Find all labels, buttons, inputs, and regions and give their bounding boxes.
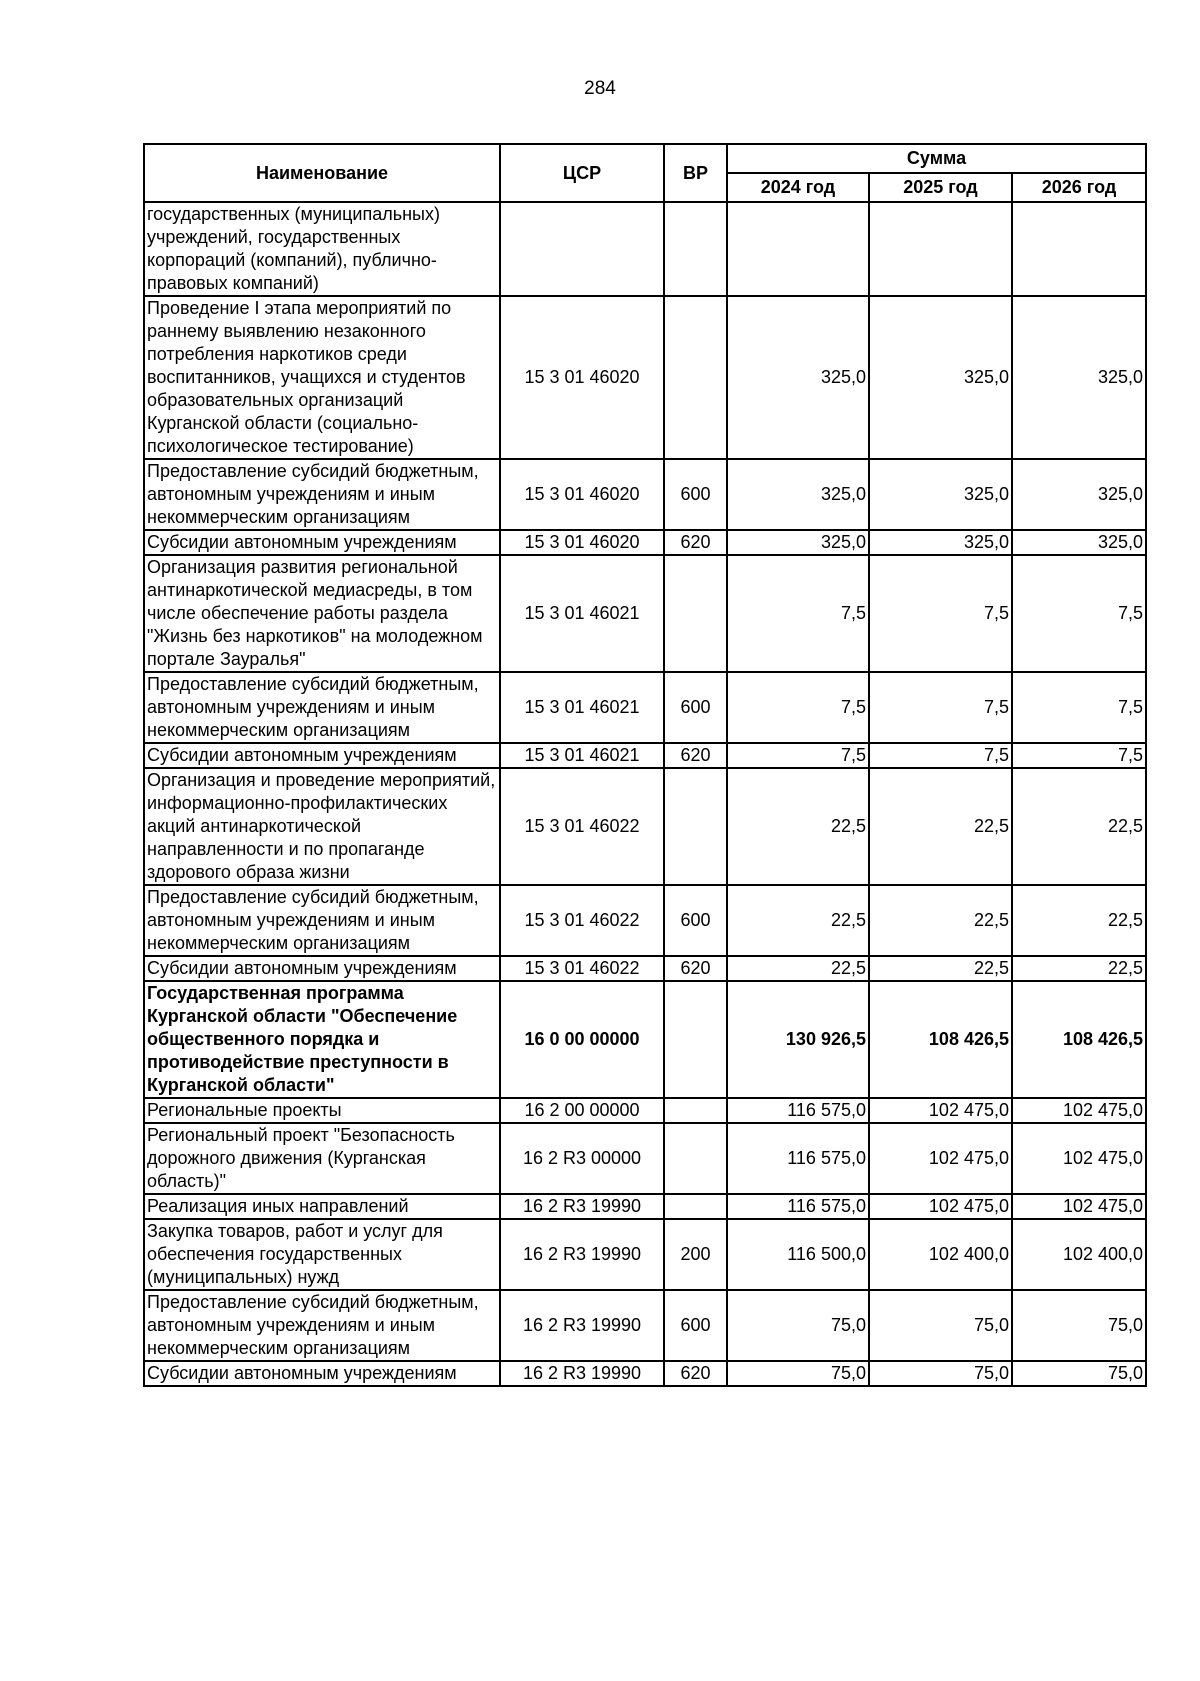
row-csr: 15 3 01 46022 — [500, 956, 664, 981]
table-row — [144, 1123, 1146, 1194]
row-name: Закупка товаров, работ и услуг для обеспечения государственных (муниципальных) нужд — [144, 1219, 500, 1290]
row-amount-2025: 102 475,0 — [869, 1098, 1012, 1123]
row-amount-2025: 7,5 — [869, 555, 1012, 672]
row-amount-2026: 75,0 — [1012, 1290, 1146, 1361]
budget-table — [143, 143, 1147, 1387]
row-vr — [664, 1123, 727, 1194]
row-amount-2025: 102 475,0 — [869, 1194, 1012, 1219]
row-csr: 16 2 00 00000 — [500, 1098, 664, 1123]
row-amount-2024: 116 575,0 — [727, 1098, 869, 1123]
row-name: Региональные проекты — [144, 1098, 500, 1123]
row-csr: 15 3 01 46021 — [500, 555, 664, 672]
table-row — [144, 885, 1146, 956]
header-row-1 — [144, 144, 1146, 173]
row-csr: 15 3 01 46020 — [500, 296, 664, 459]
row-amount-2026 — [1012, 202, 1146, 296]
row-amount-2026: 325,0 — [1012, 530, 1146, 555]
row-amount-2026: 75,0 — [1012, 1361, 1146, 1386]
row-vr: 620 — [664, 743, 727, 768]
header-2025: 2025 год — [869, 173, 1012, 202]
row-amount-2026: 7,5 — [1012, 743, 1146, 768]
row-amount-2024: 75,0 — [727, 1290, 869, 1361]
row-amount-2025: 7,5 — [869, 743, 1012, 768]
row-csr: 16 2 R3 19990 — [500, 1194, 664, 1219]
row-vr: 600 — [664, 672, 727, 743]
row-amount-2024: 116 575,0 — [727, 1194, 869, 1219]
row-amount-2025: 102 400,0 — [869, 1219, 1012, 1290]
table-row — [144, 1194, 1146, 1219]
row-amount-2025: 7,5 — [869, 672, 1012, 743]
row-amount-2025: 325,0 — [869, 459, 1012, 530]
table-row — [144, 1290, 1146, 1361]
header-2024: 2024 год — [727, 173, 869, 202]
row-amount-2024: 130 926,5 — [727, 981, 869, 1098]
row-vr — [664, 1194, 727, 1219]
row-amount-2026: 102 475,0 — [1012, 1194, 1146, 1219]
row-amount-2024: 116 575,0 — [727, 1123, 869, 1194]
row-vr: 620 — [664, 530, 727, 555]
row-name: Организация и проведение мероприятий, информационно-профилактических акций антинаркотической направленности и по пропаганде здорового образа жизни — [144, 768, 500, 885]
table-row — [144, 743, 1146, 768]
page-number: 284 — [584, 78, 616, 99]
table-row — [144, 296, 1146, 459]
row-name: Региональный проект "Безопасность дорожного движения (Курганская область)" — [144, 1123, 500, 1194]
row-name: Проведение I этапа мероприятий по раннему выявлению незаконного потребления наркотиков среди воспитанников, учащихся и студентов образовательных организаций Курганской области (социально-психологическое тестирование) — [144, 296, 500, 459]
row-amount-2024: 22,5 — [727, 768, 869, 885]
row-amount-2025: 102 475,0 — [869, 1123, 1012, 1194]
row-csr: 16 0 00 00000 — [500, 981, 664, 1098]
header-sum: Сумма — [727, 144, 1146, 173]
row-vr — [664, 981, 727, 1098]
row-amount-2024: 7,5 — [727, 743, 869, 768]
header-name: Наименование — [144, 144, 500, 202]
table-row — [144, 672, 1146, 743]
row-csr: 15 3 01 46022 — [500, 768, 664, 885]
row-name: Субсидии автономным учреждениям — [144, 1361, 500, 1386]
row-amount-2026: 325,0 — [1012, 459, 1146, 530]
row-csr: 15 3 01 46022 — [500, 885, 664, 956]
row-amount-2025: 108 426,5 — [869, 981, 1012, 1098]
row-amount-2024: 325,0 — [727, 296, 869, 459]
header-2026: 2026 год — [1012, 173, 1146, 202]
row-amount-2024: 22,5 — [727, 885, 869, 956]
row-vr: 600 — [664, 459, 727, 530]
table-row — [144, 1219, 1146, 1290]
row-amount-2025: 22,5 — [869, 885, 1012, 956]
table-row — [144, 981, 1146, 1098]
row-vr: 620 — [664, 956, 727, 981]
row-amount-2026: 7,5 — [1012, 672, 1146, 743]
row-csr: 16 2 R3 19990 — [500, 1361, 664, 1386]
row-amount-2025: 75,0 — [869, 1361, 1012, 1386]
row-amount-2026: 108 426,5 — [1012, 981, 1146, 1098]
row-csr: 15 3 01 46021 — [500, 743, 664, 768]
row-csr: 15 3 01 46020 — [500, 530, 664, 555]
row-name: Предоставление субсидий бюджетным, автономным учреждениям и иным некоммерческим организациям — [144, 672, 500, 743]
row-name: Организация развития региональной антинаркотической медиасреды, в том числе обеспечение работы раздела "Жизнь без наркотиков" на молодежном портале Зауралья" — [144, 555, 500, 672]
row-amount-2026: 102 475,0 — [1012, 1098, 1146, 1123]
row-amount-2025: 22,5 — [869, 956, 1012, 981]
row-vr — [664, 296, 727, 459]
row-amount-2025: 75,0 — [869, 1290, 1012, 1361]
row-amount-2025 — [869, 202, 1012, 296]
header-csr: ЦСР — [500, 144, 664, 202]
row-csr: 16 2 R3 19990 — [500, 1290, 664, 1361]
row-name: Субсидии автономным учреждениям — [144, 956, 500, 981]
row-amount-2024: 325,0 — [727, 530, 869, 555]
row-amount-2026: 22,5 — [1012, 956, 1146, 981]
row-vr: 600 — [664, 1290, 727, 1361]
row-vr — [664, 555, 727, 672]
row-name: Предоставление субсидий бюджетным, автономным учреждениям и иным некоммерческим организациям — [144, 885, 500, 956]
table-row — [144, 530, 1146, 555]
row-name: государственных (муниципальных) учреждений, государственных корпораций (компаний), публично-правовых компаний) — [144, 202, 500, 296]
row-amount-2026: 102 475,0 — [1012, 1123, 1146, 1194]
row-csr: 15 3 01 46020 — [500, 459, 664, 530]
row-amount-2025: 22,5 — [869, 768, 1012, 885]
table-body — [144, 202, 1146, 1386]
table-row — [144, 555, 1146, 672]
row-amount-2026: 7,5 — [1012, 555, 1146, 672]
row-name: Государственная программа Курганской области "Обеспечение общественного порядка и противодействие преступности в Курганской области" — [144, 981, 500, 1098]
row-vr — [664, 202, 727, 296]
row-amount-2024: 7,5 — [727, 672, 869, 743]
row-name: Субсидии автономным учреждениям — [144, 530, 500, 555]
table-row — [144, 956, 1146, 981]
row-vr: 600 — [664, 885, 727, 956]
row-vr: 200 — [664, 1219, 727, 1290]
row-amount-2024: 22,5 — [727, 956, 869, 981]
row-vr — [664, 1098, 727, 1123]
row-amount-2025: 325,0 — [869, 530, 1012, 555]
row-amount-2026: 22,5 — [1012, 768, 1146, 885]
row-vr — [664, 768, 727, 885]
row-amount-2024: 116 500,0 — [727, 1219, 869, 1290]
table-row — [144, 1361, 1146, 1386]
row-amount-2026: 325,0 — [1012, 296, 1146, 459]
row-amount-2024: 325,0 — [727, 459, 869, 530]
row-csr: 16 2 R3 00000 — [500, 1123, 664, 1194]
row-csr: 15 3 01 46021 — [500, 672, 664, 743]
row-amount-2024: 7,5 — [727, 555, 869, 672]
row-amount-2025: 325,0 — [869, 296, 1012, 459]
table-row — [144, 459, 1146, 530]
row-name: Предоставление субсидий бюджетным, автономным учреждениям и иным некоммерческим организациям — [144, 459, 500, 530]
row-name: Предоставление субсидий бюджетным, автономным учреждениям и иным некоммерческим организациям — [144, 1290, 500, 1361]
table-row — [144, 202, 1146, 296]
row-csr — [500, 202, 664, 296]
row-name: Субсидии автономным учреждениям — [144, 743, 500, 768]
row-amount-2026: 102 400,0 — [1012, 1219, 1146, 1290]
row-name: Реализация иных направлений — [144, 1194, 500, 1219]
row-amount-2024: 75,0 — [727, 1361, 869, 1386]
row-vr: 620 — [664, 1361, 727, 1386]
row-csr: 16 2 R3 19990 — [500, 1219, 664, 1290]
row-amount-2026: 22,5 — [1012, 885, 1146, 956]
header-vr: ВР — [664, 144, 727, 202]
row-amount-2024 — [727, 202, 869, 296]
table-row — [144, 768, 1146, 885]
table-row — [144, 1098, 1146, 1123]
